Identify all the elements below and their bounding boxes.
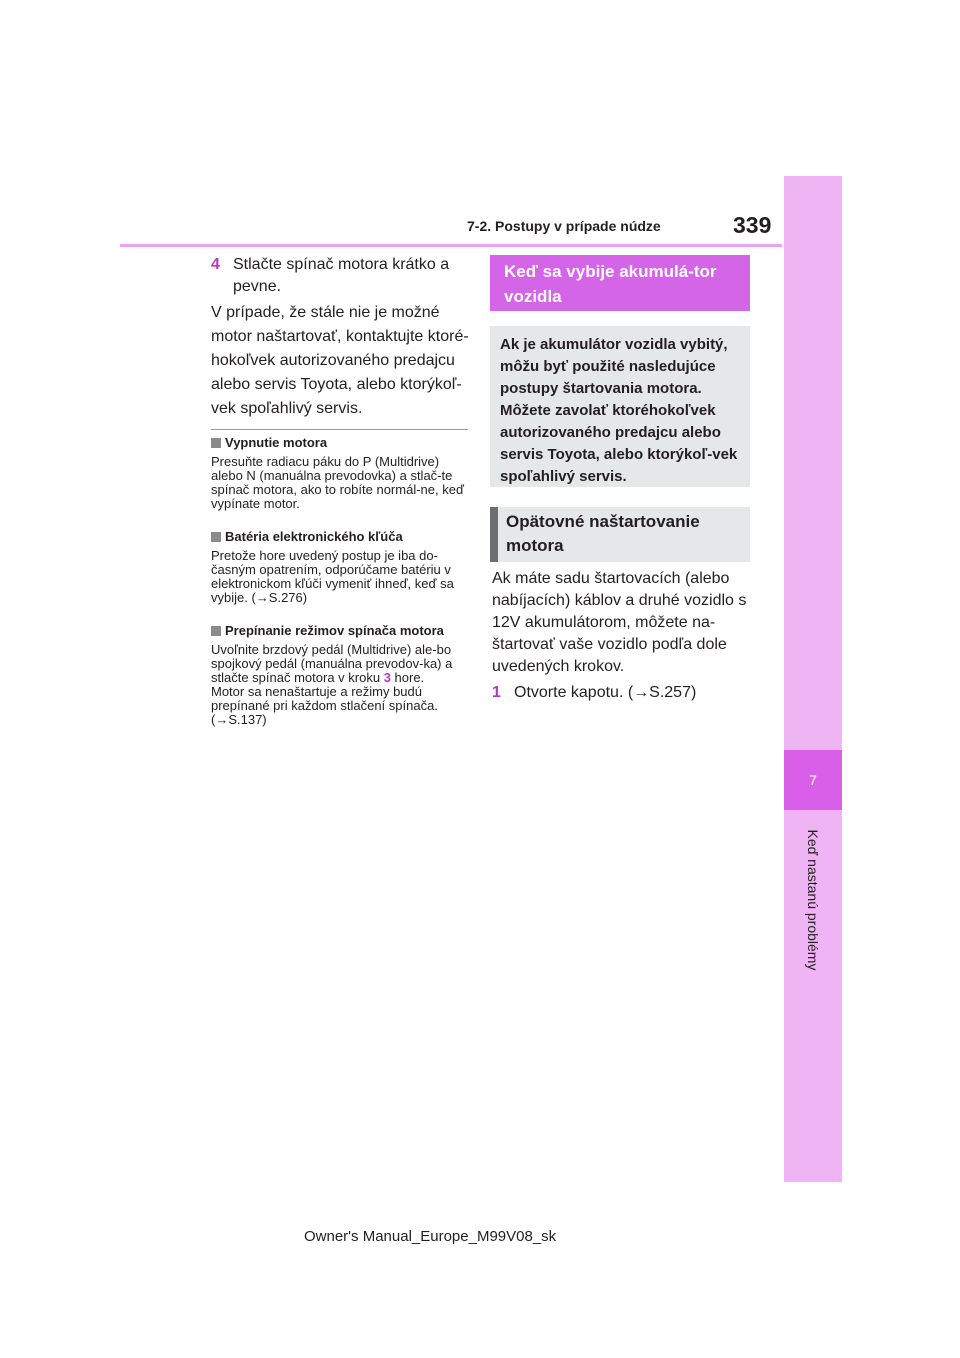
note-body: Pretože hore uvedený postup je iba do-časným opatrením, odporúčame batériu v elektronickom kľúči vymeniť ihneď, keď sa vybije. (→S.276) xyxy=(211,548,454,605)
bullet-square-icon xyxy=(211,532,221,542)
note-switch-modes xyxy=(211,623,471,727)
note-title: Batéria elektronického kľúča xyxy=(225,529,403,544)
note-title: Prepínanie režimov spínača motora xyxy=(225,623,444,638)
note-body: Presuňte radiacu páku do P (Multidrive) alebo N (manuálna prevodovka) a stlač-te spínač motora, ako to robíte normál-ne, keď vypínate motor. xyxy=(211,454,464,511)
note-engine-off xyxy=(211,435,471,511)
note-body: Uvoľnite brzdový pedál (Multidrive) ale-bo spojkový pedál (manuálna prevodov-ka) a stlačte spínač motora v kroku 3 hore. Motor sa nenaštartuje a režimy budú prepínané pri každom stlačení spínača. (→S.137) xyxy=(211,642,453,727)
note-title: Vypnutie motora xyxy=(225,435,328,450)
step-number: 1 xyxy=(492,684,501,701)
step-reference: 3 xyxy=(383,670,391,685)
bullet-square-icon xyxy=(211,626,221,636)
left-paragraph: V prípade, že stále nie je možné motor naštartovať, kontaktujte ktoré-hokoľvek autorizovaného predajcu alebo servis Toyota, alebo ktorýkoľ-vek spoľahlivý servis. xyxy=(211,304,469,417)
footer-label: Owner's Manual_Europe_M99V08_sk xyxy=(304,1228,557,1245)
section-title: 7-2. Postupy v prípade núdze xyxy=(467,218,661,234)
summary-box: Ak je akumulátor vozidla vybitý, môžu byť použité nasledujúce postupy štartovania motora. Môžete zavolať ktoréhokoľvek autorizovaného predajcu alebo servis Toyota, alebo ktorýkoľ-vek spoľahlivý servis. xyxy=(490,326,750,487)
page-number: 339 xyxy=(733,212,772,238)
note-key-battery xyxy=(211,529,471,605)
side-tab xyxy=(784,176,842,1182)
step-1 xyxy=(492,682,752,704)
battery-dead-heading: Keď sa vybije akumulá-tor vozidla xyxy=(490,255,750,311)
step-4 xyxy=(211,254,451,298)
chapter-number: 7 xyxy=(784,750,842,810)
chapter-label: Keď nastanú problémy xyxy=(805,829,821,971)
header-divider xyxy=(120,244,782,247)
step-number: 4 xyxy=(211,256,220,273)
right-paragraph: Ak máte sadu štartovacích (alebo nabíjacích) káblov a druhé vozidlo s 12V akumulátorom, môžete na-štartovať vaše vozidlo podľa dole uvedených krokov. xyxy=(492,570,747,675)
restart-heading: Opätovné naštartovanie motora xyxy=(490,507,750,562)
bullet-square-icon xyxy=(211,438,221,448)
step-text: Stlačte spínač motora krátko a pevne. xyxy=(233,256,450,295)
step-text: Otvorte kapotu. (→S.257) xyxy=(514,684,697,701)
notes-divider xyxy=(211,429,468,430)
